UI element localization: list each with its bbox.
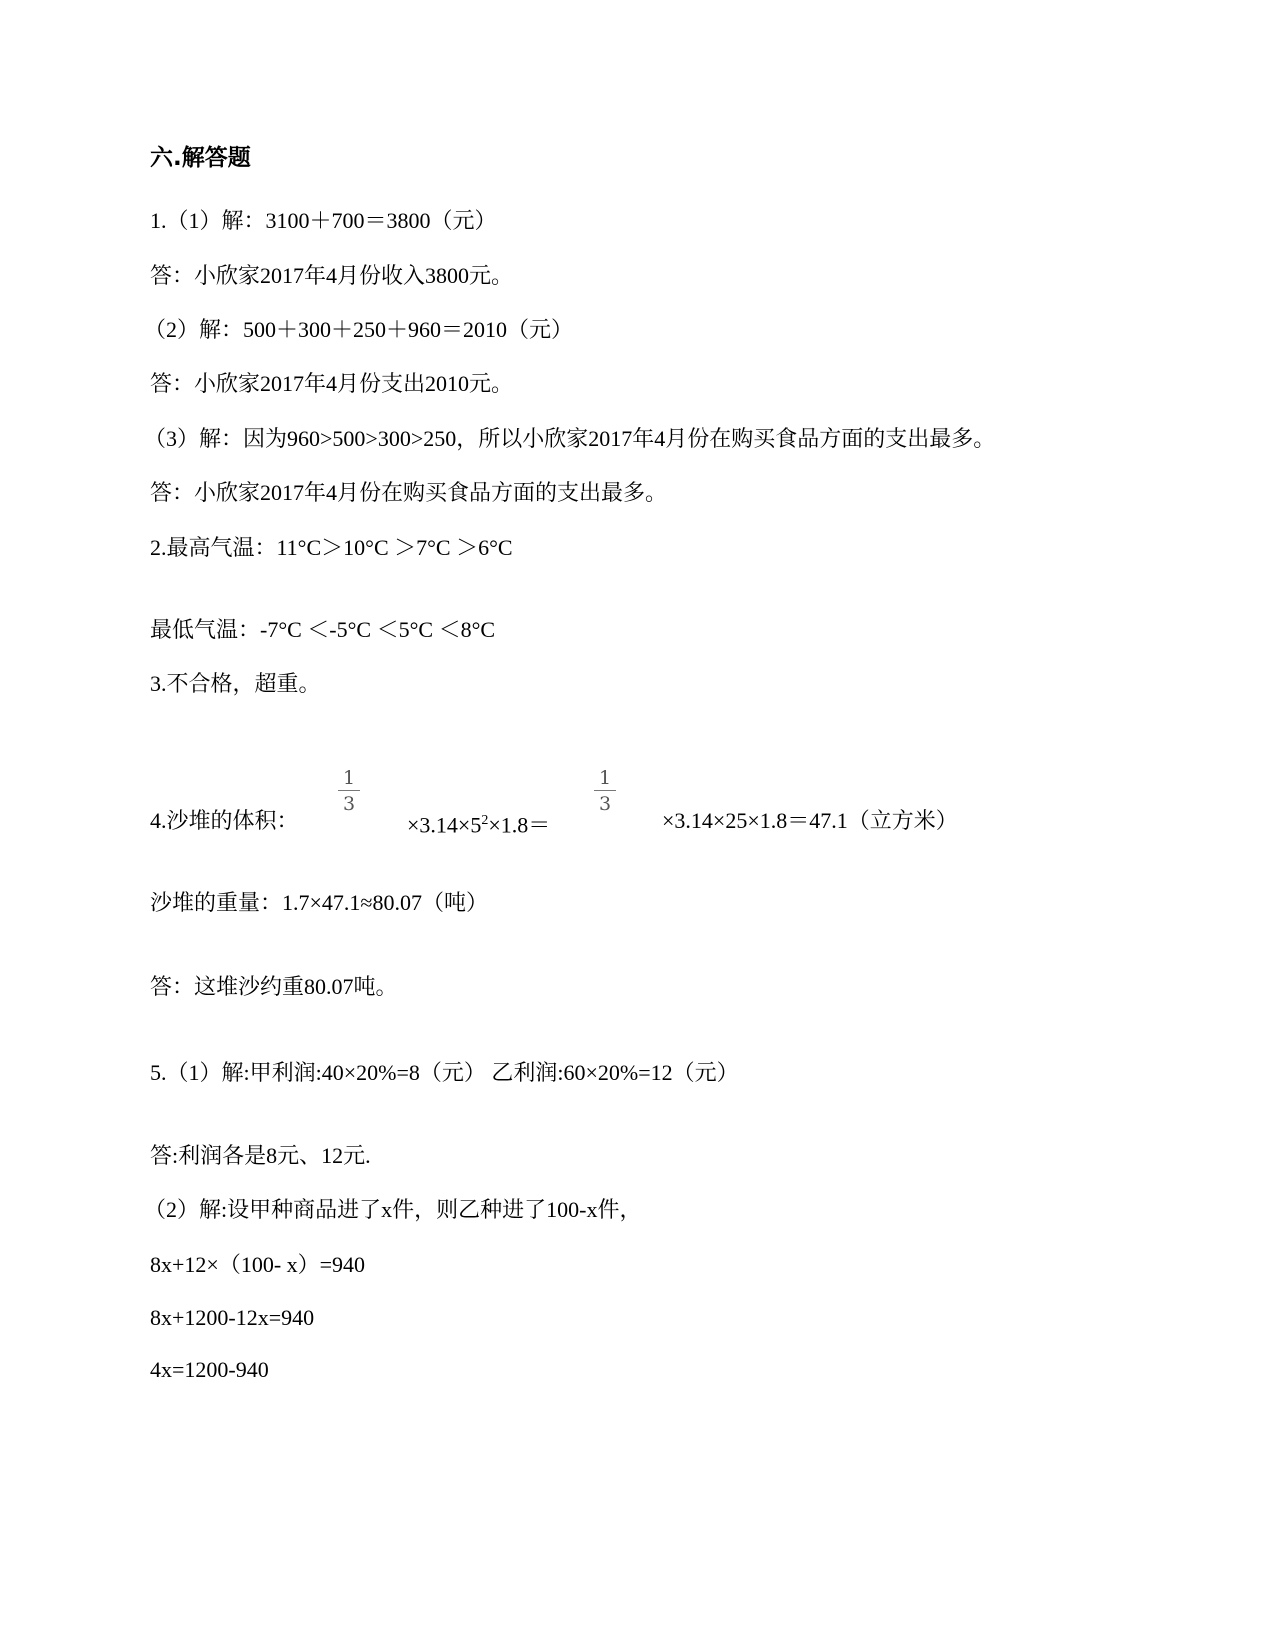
fraction-denominator: 3 [598,793,612,815]
expr1-post: ×1.8＝ [488,812,551,838]
fraction-bar [594,790,616,791]
q4-volume-label: 4.沙堆的体积： [150,808,299,833]
q2-max-temperature: 2.最高气温：11°C＞10°C ＞7°C ＞6°C [150,535,513,560]
q4-answer: 答：这堆沙约重80.07吨。 [150,974,398,999]
q5-part1-answer: 答:利润各是8元、12元. [150,1143,371,1168]
section-title: 六.解答题 [150,145,251,171]
q5-equation-3: 4x=1200-940 [150,1357,269,1382]
fraction-denominator: 3 [342,793,356,815]
q1-part1-solution: 1.（1）解：3100＋700＝3800（元） [150,208,497,233]
q2-min-temperature: 最低气温：-7°C ＜-5°C ＜5°C ＜8°C [150,617,496,642]
fraction-numerator: 1 [342,767,356,789]
q5-equation-2: 8x+1200-12x=940 [150,1305,315,1330]
fraction-numerator: 1 [598,767,612,789]
q4-weight: 沙堆的重量：1.7×47.1≈80.07（吨） [150,890,488,915]
q4-fraction-1 [338,768,360,814]
q5-equation-1: 8x+12×（100- x）=940 [150,1252,366,1277]
q1-part3-solution: （3）解：因为960>500>300>250，所以小欣家2017年4月份在购买食品方面的支出最多。 [144,426,996,451]
q1-part3-answer: 答：小欣家2017年4月份在购买食品方面的支出最多。 [150,480,668,505]
q5-part2-setup: （2）解:设甲种商品进了x件，则乙种进了100-x件， [144,1197,642,1222]
q1-part1-answer: 答：小欣家2017年4月份收入3800元。 [150,263,514,288]
q4-volume-expression-1 [407,806,550,840]
q1-part2-solution: （2）解：500＋300＋250＋960＝2010（元） [144,317,574,342]
expr1-pre: ×3.14×5 [407,812,482,838]
q4-volume-expression-2: ×3.14×25×1.8＝47.1（立方米） [662,808,958,833]
q3-answer: 3.不合格，超重。 [150,671,321,696]
q4-fraction-2 [594,768,616,814]
q1-part2-answer: 答：小欣家2017年4月份支出2010元。 [150,371,514,396]
fraction-bar [338,790,360,791]
exponent: 2 [481,813,489,828]
q5-part1-solution: 5.（1）解:甲利润:40×20%=8（元） 乙利润:60×20%=12（元） [150,1060,739,1085]
